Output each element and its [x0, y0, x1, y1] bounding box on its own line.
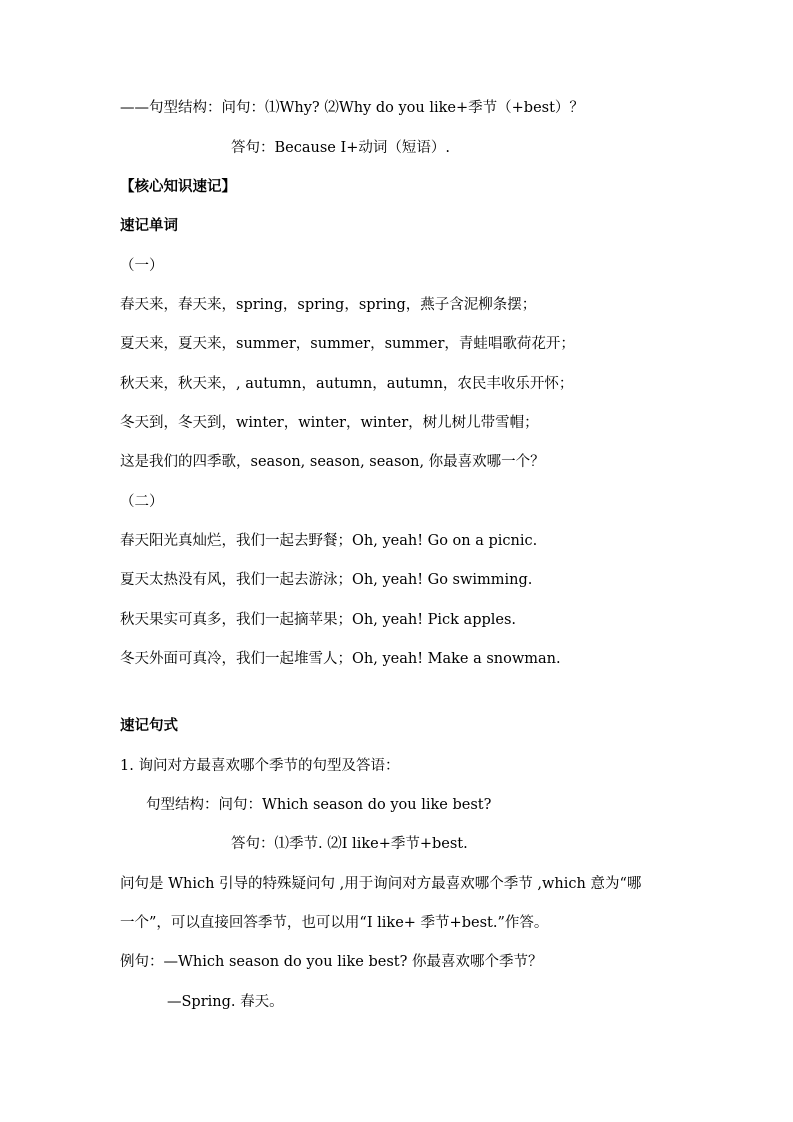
- pattern-one-title: 1. 询问对方最喜欢哪个季节的句型及答语：: [120, 758, 400, 774]
- question-structure-why: ——句型结构：问句：⑴Why? ⑵Why do you like+季节（+best）？: [120, 100, 584, 116]
- rhyme-summer: 夏天来，夏天来，summer，summer，summer，青蛙唱歌荷花开；: [120, 336, 575, 352]
- answer-structure-because: 答句：Because I+动词（短语）.: [231, 140, 450, 156]
- pattern-one-answer: 答句：⑴季节. ⑵I like+季节+best.: [231, 836, 468, 852]
- section-heading-core-knowledge: 【核心知识速记】: [120, 179, 236, 195]
- rhyme-apples: 秋天果实可真多，我们一起摘苹果；Oh, yeah! Pick apples.: [120, 612, 517, 628]
- subheading-vocabulary: 速记单词: [120, 218, 178, 234]
- pattern-one-question: 句型结构：问句：Which season do you like best?: [146, 797, 492, 813]
- part-one-label: （一）: [120, 258, 164, 274]
- rhyme-swimming: 夏天太热没有风，我们一起去游泳；Oh, yeah! Go swimming.: [120, 572, 533, 588]
- explanation-line-1: 问句是 Which 引导的特殊疑问句 ,用于询问对方最喜欢哪个季节 ,which 意为“哪: [120, 876, 642, 892]
- rhyme-picnic: 春天阳光真灿烂，我们一起去野餐；Oh, yeah! Go on a picnic.: [120, 533, 538, 549]
- rhyme-spring: 春天来，春天来，spring，spring，spring，燕子含泥柳条摆；: [120, 297, 537, 313]
- explanation-line-2: 一个”，可以直接回答季节，也可以用“I like+ 季节+best.”作答。: [120, 915, 549, 931]
- rhyme-winter: 冬天到，冬天到，winter，winter，winter，树儿树儿带雪帽；: [120, 415, 539, 431]
- part-two-label: （二）: [120, 494, 164, 510]
- example-question: 例句：—Which season do you like best? 你最喜欢哪个季节？: [120, 954, 543, 970]
- rhyme-snowman: 冬天外面可真冷，我们一起堆雪人；Oh, yeah! Make a snowman.: [120, 651, 561, 667]
- rhyme-autumn: 秋天来，秋天来，, autumn，autumn，autumn，农民丰收乐开怀；: [120, 376, 574, 392]
- subheading-sentence-patterns: 速记句式: [120, 718, 178, 734]
- rhyme-seasons: 这是我们的四季歌，season, season, season, 你最喜欢哪一个？: [120, 454, 545, 470]
- example-answer: —Spring. 春天。: [167, 994, 284, 1010]
